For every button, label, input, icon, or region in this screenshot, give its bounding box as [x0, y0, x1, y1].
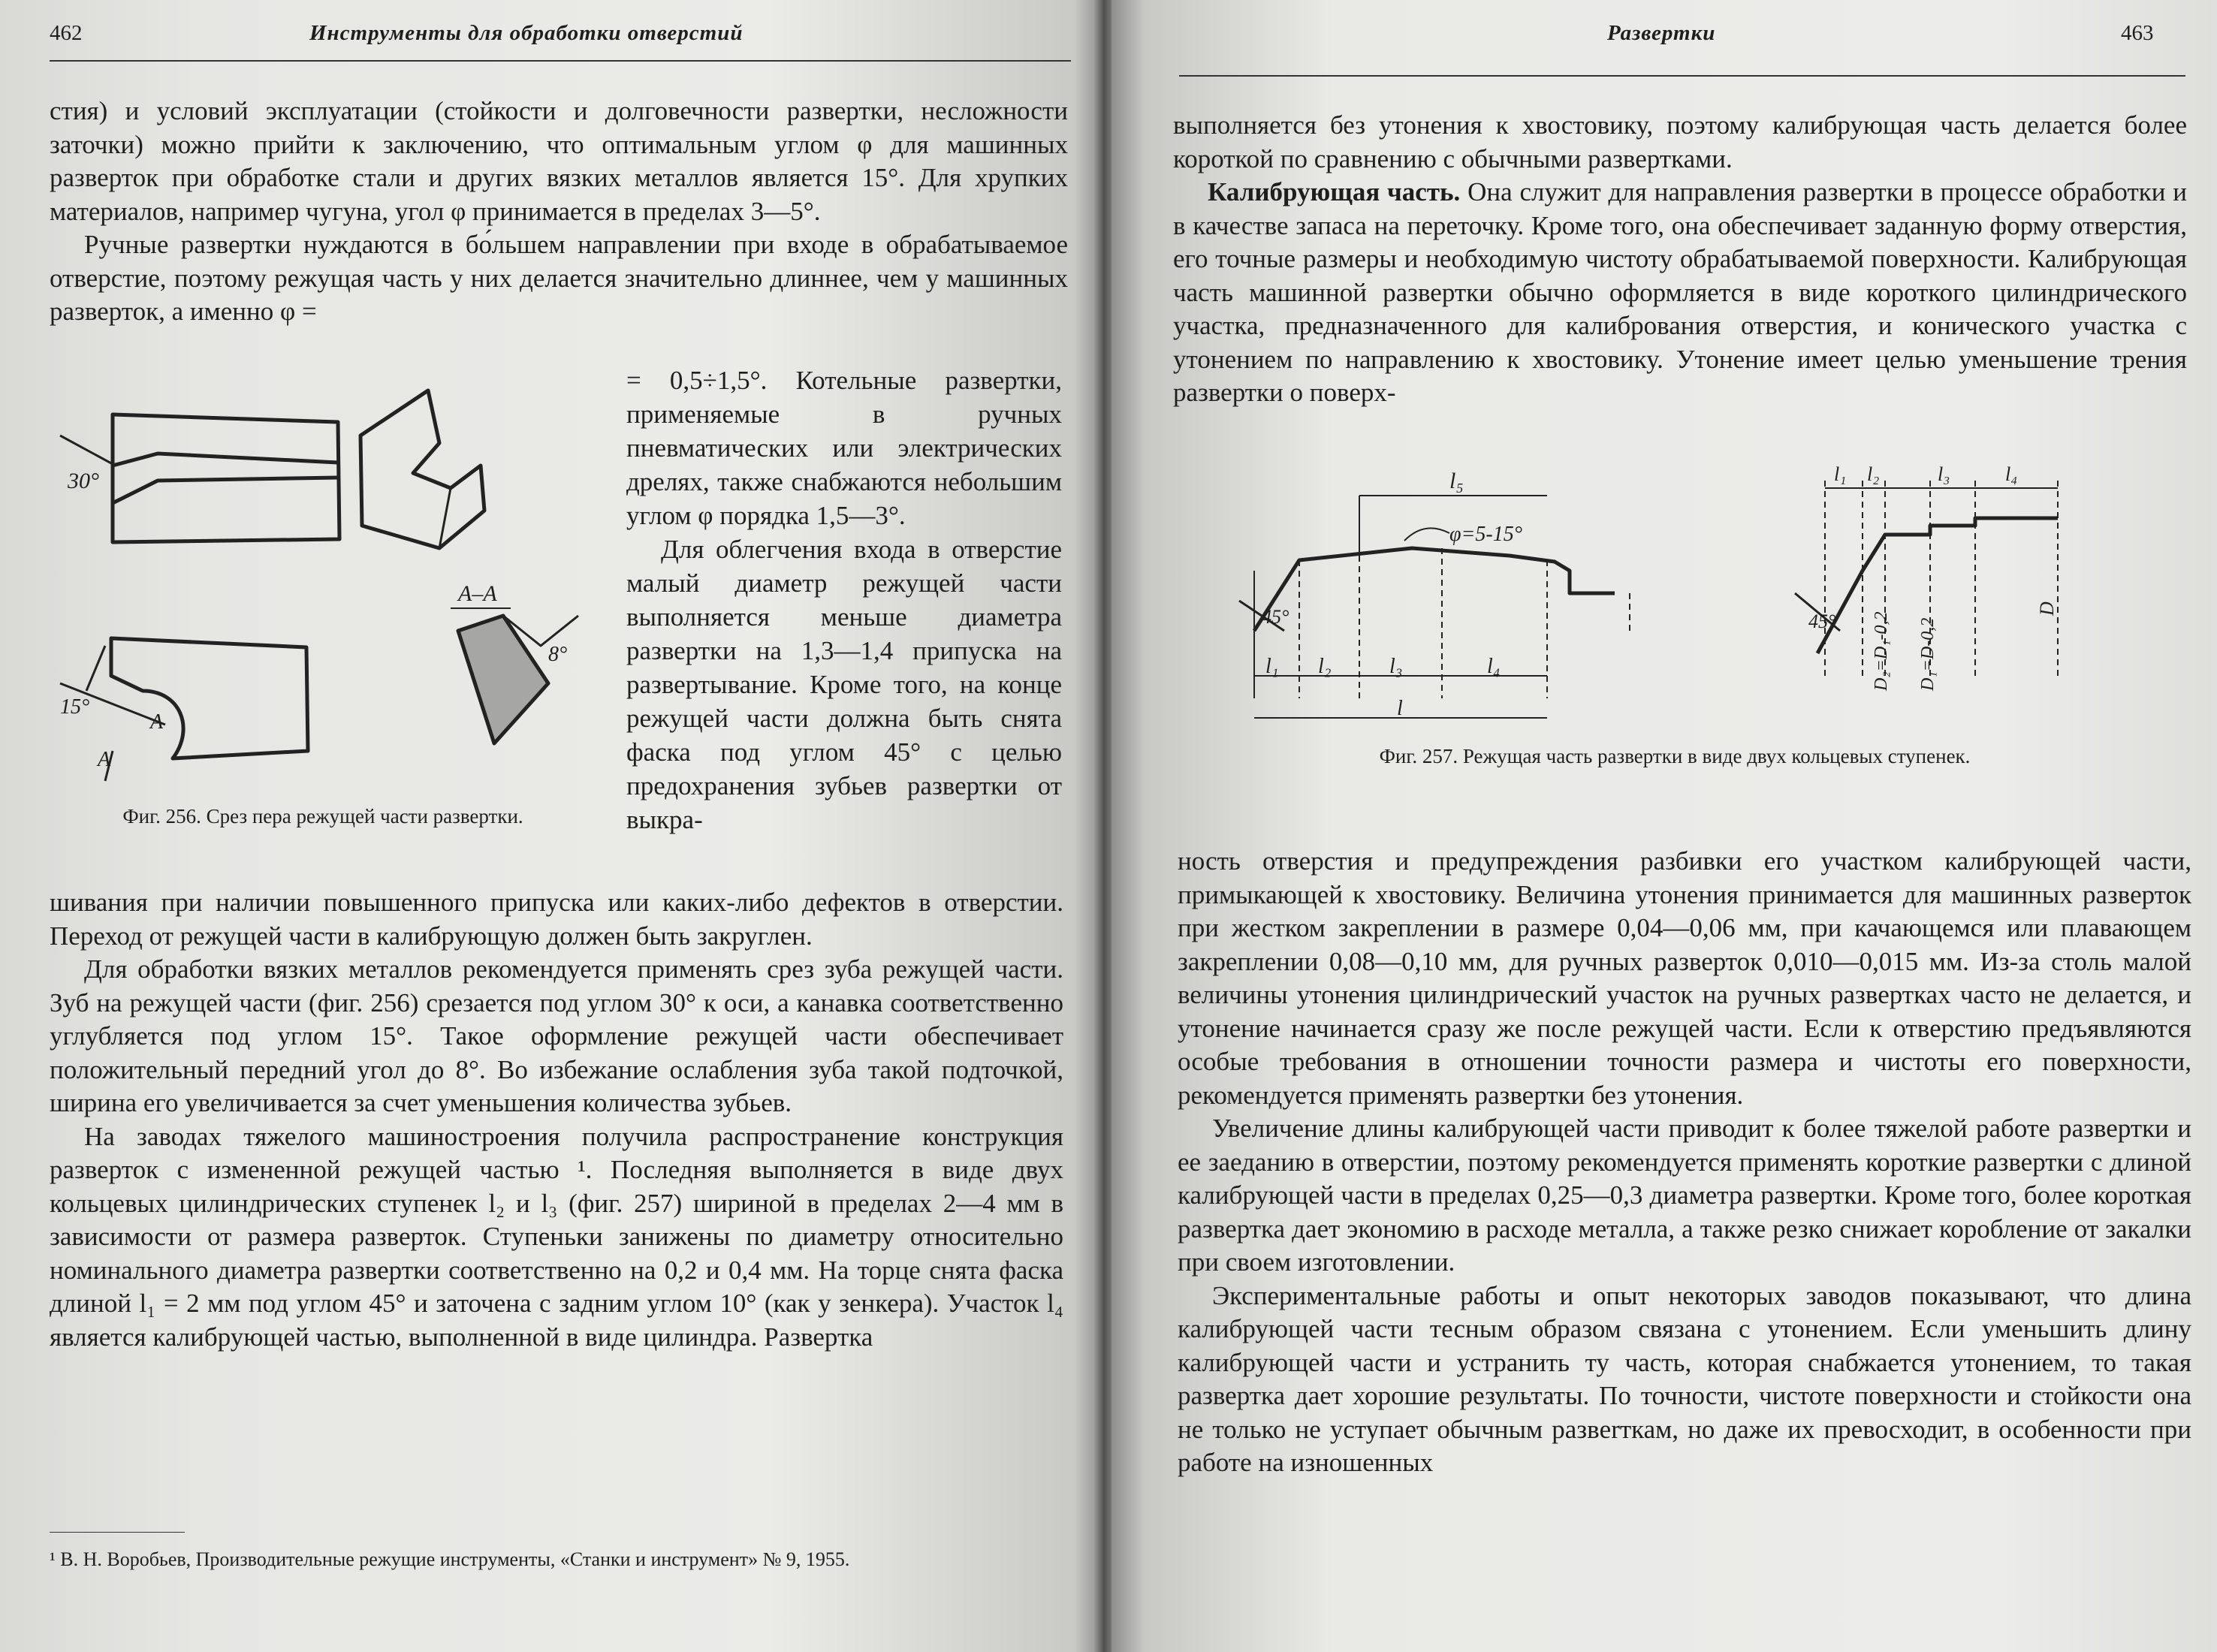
angle-label: 45°	[1808, 610, 1836, 632]
paragraph: ность отверстия и предупреждения разбивки его участком калибрующей части, примыкающей к хвостовику. Величина утонения принимается для машинных разверток при жестком закреплении в размере 0,04—0,06 мм, при качающемся или плавающем закреплении 0,08—0,10 мм, для ручных разверток 0,010—0,015 мм. Из-за столь малой величины утонения цилиндрический участок на ручных развертках часто не делается, и утонение начинается сразу же после режущей части. Если к отверстию предъявляются особые требования в отношении точности размера и чистоты его поверхности, рекомендуется применять развертки без утонения.	[1178, 846, 2191, 1110]
text-block-bottom	[1178, 845, 2191, 1480]
paragraph: Ручные развертки нуждаются в бо́льшем направлении при входе в обрабатываемое отверстие, поэтому режущая часть у них делается значительно длиннее, чем у машинных разверток, а именно φ =	[50, 230, 1068, 326]
running-head: Развертки	[1607, 21, 1716, 45]
tooth-3d	[360, 390, 484, 548]
reamer-steps	[1817, 518, 2058, 653]
dimension-label: l₂	[1318, 655, 1332, 678]
dimension-label: l₁	[1834, 463, 1847, 485]
header-rule	[1179, 75, 2185, 77]
header-rule	[50, 60, 1071, 62]
dimension-label: l₃	[1938, 463, 1950, 485]
angle-label: 15°	[60, 695, 90, 719]
angle-label: 30°	[68, 469, 99, 493]
running-head: Инструменты для обработки отверстий	[309, 21, 744, 45]
paragraph: Для облегчения входа в отверстие малый диаметр режущей части выполняется меньше диаметра развертки на 1,3—1,4 припуска на развертывание. Кроме того, на конце режущей части должна быть снята фаска под углом 45° с целью предохранения зубьев развертки от выкра-	[626, 535, 1062, 834]
cut-line	[113, 454, 338, 466]
paragraph: стия) и условий эксплуатации (стойкости и долговечности развертки, несложности заточки) можно прийти к заключению, что оптимальным углом φ для машинных разверток при обработке стали и других вязких металлов является 15°. Для хрупких материалов, например чугуна, угол φ принимается в пределах 3—5°.	[50, 96, 1068, 226]
text-float-column	[626, 363, 1062, 837]
dimension-label: l	[1397, 697, 1403, 720]
angle-label: 8°	[548, 643, 568, 666]
paragraph: Для обработки вязких металлов рекомендуется применять срез зуба режущей части. Зуб на режущей части (фиг. 256) срезается под углом 30° к оси, а канавка соответственно углубляется под углом 15°. Такое оформление режущей части обеспечивает положительный передний угол до 8°. Во избежание ослабления зуба такой подточкой, ширина его увеличивается за счет уменьшения количества зубьев.	[50, 954, 1063, 1117]
page-number: 463	[2121, 21, 2154, 45]
text-block-top	[50, 95, 1068, 329]
diameter-label: D₂=D₁-0,2	[1872, 611, 1891, 691]
dimension-label: l₂	[1867, 463, 1880, 485]
figure-caption: Фиг. 256. Срез пера режущей части развертки.	[122, 805, 523, 828]
reamer-profile	[1254, 548, 1615, 631]
right-page	[1112, 0, 2217, 1652]
figure-257	[1224, 451, 2148, 751]
dimension-label: l₃	[1389, 655, 1403, 678]
cut-line	[113, 478, 338, 503]
paragraph: выполняется без утонения к хвостовику, поэтому калибрующая часть делается более короткой по сравнению с обычными развертками.	[1173, 110, 2187, 173]
figure-caption: Фиг. 257. Режущая часть развертки в виде двух кольцевых ступенек.	[1379, 745, 1971, 767]
mark-label: А	[150, 710, 164, 734]
angle-label: φ=5-15°	[1449, 523, 1522, 546]
paragraph: Увеличение длины калибрующей части приводит к более тяжелой работе развертки и ее заеданию в отверстии, поэтому рекомендуется применять короткие развертки с длиной калибрующей части в пределах 0,25—0,3 диаметра развертки. Кроме того, более короткая развертка дает экономию в расходе металла, а также резко снижает коробление от закалки при своем изготовлении.	[1178, 1114, 2191, 1277]
footnote-rule	[50, 1532, 185, 1533]
paragraph	[1173, 176, 2187, 410]
figure-256	[53, 375, 593, 796]
paragraph: Экспериментальные работы и опыт некоторых заводов показывают, что длина калибрующей части тесным образом связана с утонением. Если уменьшить длину калибрующей части и устранить ту часть, которая снабжается утонением, то такая развертка дает хорошие результаты. По точности, чистоте поверхности и стойкости она не только не уступает обычным развerткам, но даже их превосходит, в особенности при работе на изношенных	[1178, 1280, 2191, 1477]
section-a-a	[458, 616, 548, 743]
text-block-top	[1173, 109, 2187, 410]
diameter-label: D	[2036, 601, 2058, 616]
paragraph: = 0,5÷1,5°. Котельные развертки, применяемые в ручных пневматических или электрических дрелях, также снабжаются небольшим углом φ порядка 1,5—3°.	[626, 366, 1062, 530]
dimension-label: l₄	[2005, 463, 2018, 485]
footnote: ¹ В. Н. Воробьев, Производительные режущие инструменты, «Станки и инструмент» № 9, 1955.	[50, 1548, 850, 1570]
tooth-profile	[111, 638, 308, 758]
section-label: А–А	[458, 581, 497, 606]
page-number: 462	[50, 21, 83, 45]
paragraph: шивания при наличии повышенного припуска или каких-либо дефектов в отверстии. Переход от режущей части в калибрующую должен быть закруглен.	[50, 888, 1063, 951]
dimension-label: l₅	[1449, 469, 1464, 493]
paragraph: На заводах тяжелого машиностроения получила распространение конструкция разверток с измененной режущей частью ¹. Последняя выполняется в виде двух кольцевых цилиндрических ступенек l₂ и l₃ (фиг. 257) шириной в пределах 2—4 мм в зависимости от размера разверток. Ступеньки занижены по диаметру относительно номинального диаметра развертки соответственно на 0,2 и 0,4 мм. На торце снята фаска длиной l₁ = 2 мм под углом 45° и заточена с задним углом 10° (как у зенкера). Участок l₄ является калибрующей частью, выполненной в виде цилиндра. Развертка	[50, 1121, 1063, 1352]
left-page	[0, 0, 1096, 1652]
run-in-heading: Калибрующая часть.	[1208, 177, 1461, 206]
paragraph-body: Она служит для направления развертки в процессе обработки и в качестве запаса на переточку. Кроме того, она обеспечивает заданную форму отверстия, его точные размеры и необходимую чистоту обрабатываемой поверхности. Калибрующая часть машинной развертки обычно оформляется в виде короткого цилиндрического участка, предназначенного для калибрования отверстия, и конического участка с утонением по направлению к хвостовику. Утонение имеет целью уменьшение трения развертки о поверх-	[1173, 177, 2188, 407]
dimension-label: l₁	[1265, 655, 1279, 678]
dimension-label: l₄	[1487, 655, 1501, 678]
text-block-bottom	[50, 886, 1063, 1354]
angle-label: 45°	[1262, 606, 1289, 628]
diameter-label: D₁=D-0,2	[1918, 617, 1938, 691]
mark-label: А	[98, 748, 111, 771]
